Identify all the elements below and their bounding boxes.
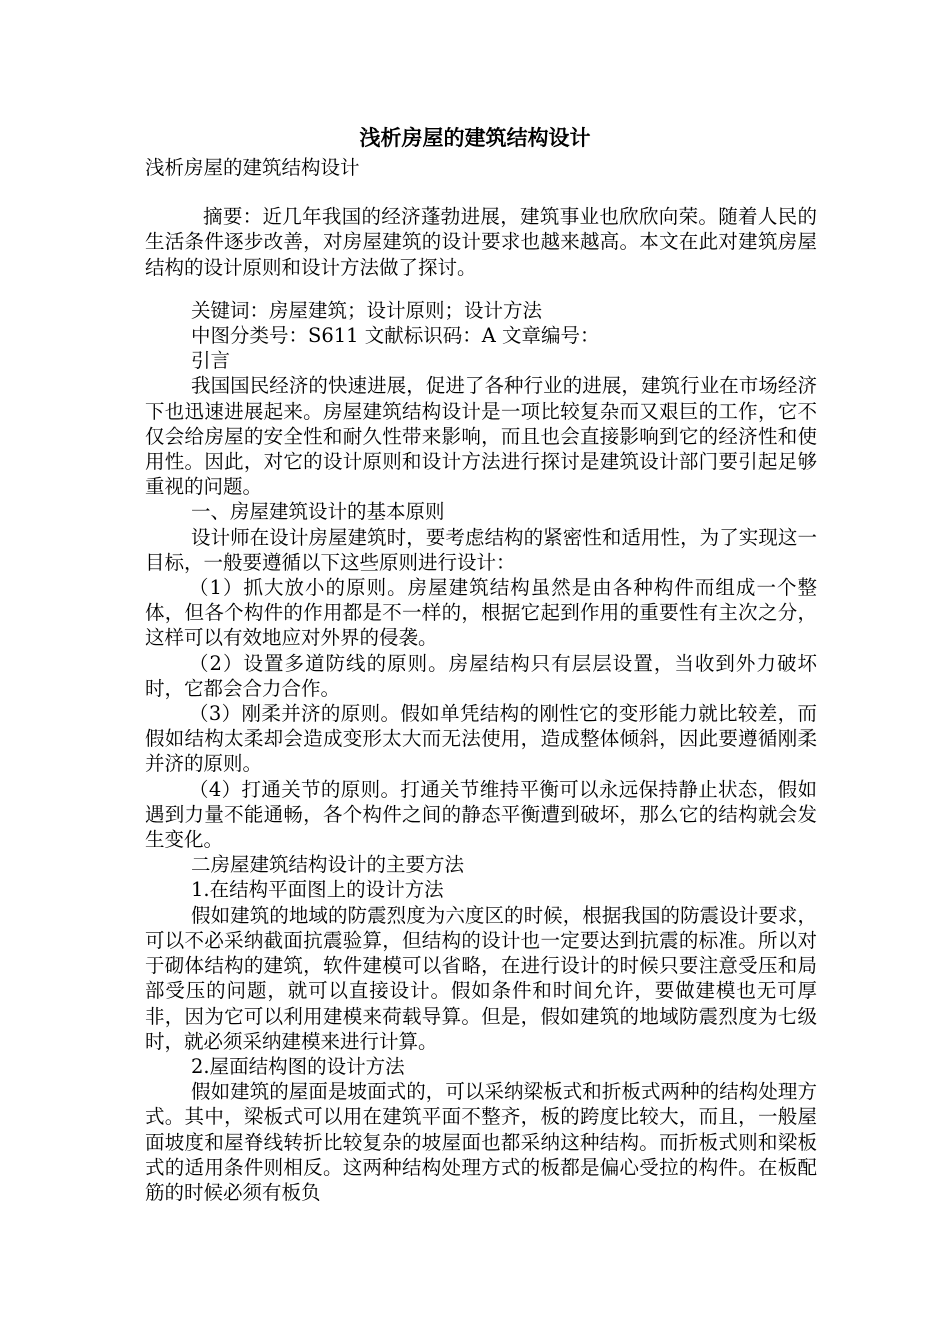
method1-heading: 1.在结构平面图上的设计方法 (191, 878, 444, 902)
intro-heading: 引言 (191, 349, 231, 373)
principle-1: （1）抓大放小的原则。房屋建筑结构虽然是由各种构件而组成一个整体，但各个构件的作用都是不一样的，根据它起到作用的重要性有主次之分，这样可以有效地应对外界的侵袭。 (145, 576, 817, 650)
section1-heading: 一、房屋建筑设计的基本原则 (191, 500, 445, 524)
method2-heading: 2.屋面结构图的设计方法 (191, 1054, 405, 1078)
document-title: 浅析房屋的建筑结构设计 (359, 125, 591, 150)
classification-line: 中图分类号：S611 文献标识码：A 文章编号： (191, 324, 600, 348)
section2-heading: 二房屋建筑结构设计的主要方法 (191, 853, 465, 877)
method2-paragraph: 假如建筑的屋面是坡面式的，可以采纳梁板式和折板式两种的结构处理方式。其中，梁板式可以用在建筑平面不整齐，板的跨度比较大，而且，一般屋面坡度和屋脊线转折比较复杂的坡屋面也都采纳这种结构。而折板式则和梁板式的适用条件则相反。这两种结构处理方式的板都是偏心受拉的构件。在板配筋的时候必须有板负 (145, 1080, 817, 1204)
principle-3: （3）刚柔并济的原则。假如单凭结构的刚性它的变形能力就比较差，而假如结构太柔却会造成变形太大而无法使用，造成整体倾斜，因此要遵循刚柔并济的原则。 (145, 702, 817, 776)
intro-paragraph: 我国国民经济的快速进展，促进了各种行业的进展，建筑行业在市场经济下也迅速进展起来。房屋建筑结构设计是一项比较复杂而又艰巨的工作，它不仅会给房屋的安全性和耐久性带来影响，而且也会直接影响到它的经济性和使用性。因此，对它的设计原则和设计方法进行探讨是建筑设计部门要引起足够重视的问题。 (145, 374, 817, 499)
method1-paragraph: 假如建筑的地域的防震烈度为六度区的时候，根据我国的防震设计要求，可以不必采纳截面抗震验算，但结构的设计也一定要达到抗震的标准。所以对于砌体结构的建筑，软件建模可以省略，在进行设计的时候只要注意受压和局部受压的问题，就可以直接设计。假如条件和时间允许，要做建模也无可厚非，因为它可以利用建模来荷载导算。但是，假如建筑的地域防震烈度为七级时，就必须采纳建模来进行计算。 (145, 903, 817, 1053)
keywords-line: 关键词：房屋建筑；设计原则；设计方法 (191, 298, 543, 322)
principle-2: （2）设置多道防线的原则。房屋结构只有层层设置，当收到外力破坏时，它都会合力合作。 (145, 651, 817, 700)
section1-intro: 设计师在设计房屋建筑时，要考虑结构的紧密性和适用性，为了实现这一目标，一般要遵循以下这些原则进行设计： (145, 525, 817, 574)
document-subtitle: 浅析房屋的建筑结构设计 (145, 156, 360, 179)
principle-4: （4）打通关节的原则。打通关节维持平衡可以永远保持静止状态，假如遇到力量不能通畅，各个构件之间的静态平衡遭到破坏，那么它的结构就会发生变化。 (145, 777, 817, 852)
document-body (145, 155, 817, 1205)
abstract-paragraph: 摘要：近几年我国的经济蓬勃进展，建筑事业也欣欣向荣。随着人民的生活条件逐步改善，对房屋建筑的设计要求也越来越高。本文在此对建筑房屋结构的设计原则和设计方法做了探讨。 (145, 205, 817, 279)
